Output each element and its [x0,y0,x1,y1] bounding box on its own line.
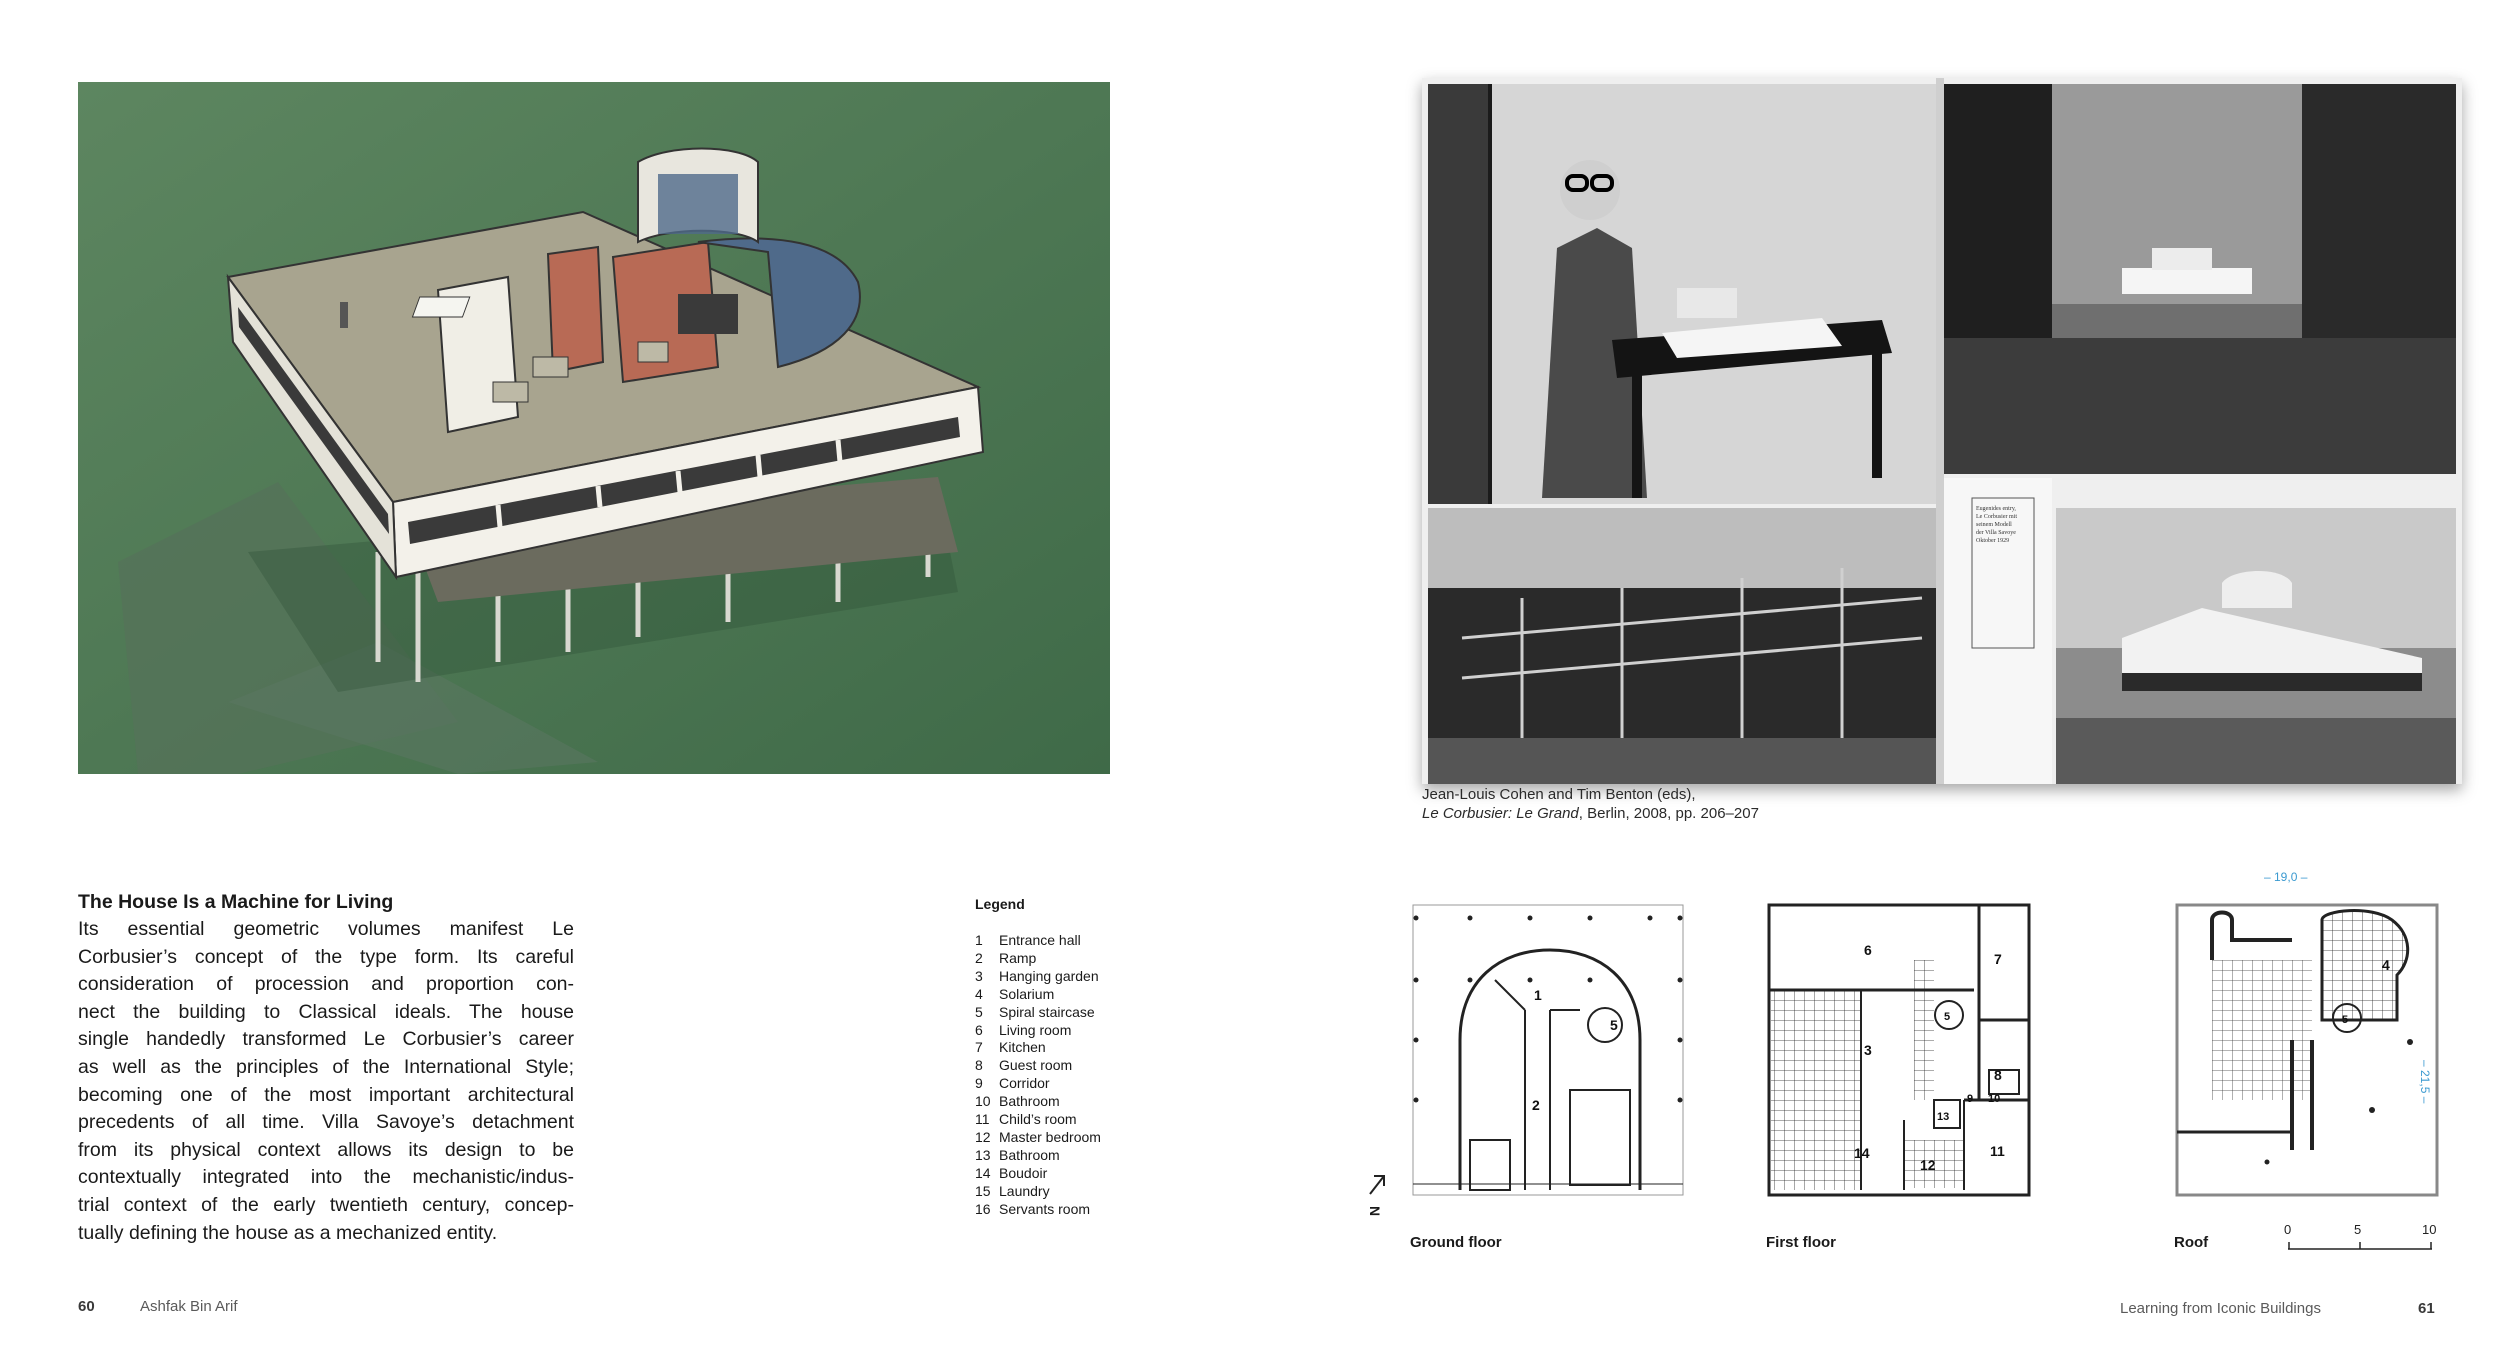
legend-item [975,1165,1101,1183]
book-note-line: Oktober 1929 [1976,538,2010,544]
plan-room-number: 13 [1937,1111,1950,1123]
legend [975,896,1101,1219]
legend-label: Spiral staircase [999,1003,1095,1020]
legend-num: 8 [975,1057,983,1074]
author-name: Ashfak Bin Arif [140,1298,238,1315]
plan-room-number: 3 [1864,1042,1872,1058]
legend-list [975,932,1101,1219]
article-line: contextually integrated into the mechanistic/indus- [78,1166,574,1189]
legend-num: 1 [975,932,983,948]
article-line: single handedly transformed Le Corbusier’s career [78,1028,574,1051]
book-note-line: Le Corbusier mit [1976,514,2017,520]
scale-label: 5 [2354,1222,2362,1237]
book-note-line: seinem Modell [1976,522,2012,528]
first-floor-label: First floor [1766,1234,1836,1251]
caption-line-1: Jean-Louis Cohen and Tim Benton (eds), [1422,786,1696,803]
plan-room-number: 11 [1990,1143,2005,1159]
legend-item [975,1075,1101,1093]
plan-room-number: 9 [1967,1093,1974,1105]
legend-item [975,950,1101,968]
legend-item [975,1039,1101,1057]
scale-label: 10 [2422,1222,2437,1237]
article-body [78,916,574,1247]
legend-label: Kitchen [999,1039,1046,1056]
legend-num: 15 [975,1182,991,1199]
legend-item [975,1183,1101,1201]
book-title: Learning from Iconic Buildings [2120,1300,2321,1317]
legend-num: 5 [975,1003,983,1020]
plan-room-number: 14 [1854,1145,1870,1161]
plan-room-number: 7 [1994,951,2002,967]
legend-label: Child’s room [999,1111,1077,1128]
roof-label: Roof [2174,1234,2209,1251]
caption-line-2 [1422,804,2122,823]
ground-floor-label: Ground floor [1410,1234,1502,1251]
article-line: as well as the principles of the International Style; [78,1055,574,1078]
article-line: becoming one of the most important architectural [78,1083,574,1106]
article-line: Corbusier’s concept of the type form. Its careful [78,945,574,968]
legend-num: 16 [975,1200,991,1217]
legend-num: 14 [975,1164,991,1181]
plan-room-number: 4 [2382,957,2390,973]
north-arrow-icon [1362,1170,1392,1200]
legend-label: Bathroom [999,1093,1060,1110]
scale-bar [2284,1222,2444,1252]
plan-room-number: 5 [1610,1017,1618,1033]
plan-room-number: 5 [1944,1011,1951,1023]
legend-label: Master bedroom [999,1128,1101,1145]
article-line: consideration of procession and proportion con- [78,973,574,996]
article-heading: The House Is a Machine for Living [78,891,394,913]
legend-label: Corridor [999,1075,1050,1092]
legend-item [975,932,1101,950]
legend-item [975,1093,1101,1111]
legend-label: Solarium [999,985,1055,1002]
north-arrow [1362,1170,1392,1220]
first-floor-drawing [1764,900,2034,1200]
legend-item [975,1022,1101,1040]
left-page-number: 60 [78,1298,95,1315]
caption-book-title: Le Corbusier: Le Grand [1422,805,1579,822]
article-line: from its physical context allows its design to be [78,1138,574,1161]
ground-floor-drawing [1410,900,1690,1200]
legend-label: Ramp [999,949,1037,966]
legend-label: Hanging garden [999,967,1099,984]
legend-label: Boudoir [999,1164,1048,1181]
plan-room-number: 2 [1532,1097,1540,1113]
plan-room-number: 8 [1994,1067,2002,1083]
dimension-width: – 19,0 – [2264,870,2308,884]
scale-line [2288,1240,2434,1250]
open-book-spread [1422,78,2462,784]
legend-label: Servants room [999,1200,1091,1217]
roof-drawing [2172,900,2442,1200]
legend-num: 2 [975,949,983,966]
legend-label: Bathroom [999,1146,1060,1163]
legend-num: 13 [975,1146,991,1163]
legend-item [975,986,1101,1004]
book-photo-caption [1422,785,2122,823]
legend-label: Guest room [999,1057,1073,1074]
roof-plan [2172,900,2442,1200]
plan-room-number: 1 [1534,987,1542,1003]
villa-savoye-axonometric-illustration [78,82,1110,774]
book-note-line: der Villa Savoye [1976,530,2016,536]
plan-room-number: 6 [1864,942,1872,958]
legend-item [975,1147,1101,1165]
book-note-line: Eugenides entry, [1976,506,2016,512]
legend-item [975,1129,1101,1147]
north-label: N [1367,1206,1383,1217]
legend-num: 10 [975,1093,991,1110]
first-floor-plan [1764,900,2034,1200]
plan-room-number: 12 [1920,1157,1936,1173]
article-line: precedents of all time. Villa Savoye’s detachment [78,1111,574,1134]
right-page-number: 61 [2418,1300,2435,1317]
legend-title: Legend [975,896,1025,912]
legend-num: 7 [975,1039,983,1056]
legend-label: Entrance hall [999,932,1081,948]
legend-num: 9 [975,1075,983,1092]
open-book-photo [1422,78,2462,784]
legend-num: 11 [975,1111,990,1128]
scale-label: 0 [2284,1222,2292,1237]
legend-num: 6 [975,1021,983,1038]
article-line: tually defining the house as a mechanized entity. [78,1221,498,1244]
legend-item [975,1004,1101,1022]
plan-room-number: 10 [1988,1093,2001,1105]
axonometric-drawing [78,82,1110,774]
article-line: nect the building to Classical ideals. The house [78,1000,574,1023]
legend-num: 12 [975,1128,991,1145]
legend-item [975,1201,1101,1219]
legend-label: Living room [999,1021,1072,1038]
article-line: Its essential geometric volumes manifest Le [78,918,574,940]
legend-item [975,1111,1101,1129]
legend-label: Laundry [999,1182,1050,1199]
caption-publication: , Berlin, 2008, pp. 206–207 [1578,805,1759,822]
plan-room-number: 5 [2342,1014,2349,1026]
article-line: trial context of the early twentieth century, concep- [78,1193,574,1216]
legend-num: 3 [975,967,983,984]
legend-item [975,1057,1101,1075]
legend-num: 4 [975,985,983,1002]
legend-item [975,968,1101,986]
dimension-depth: – 21,5 – [2418,1060,2432,1104]
ground-floor-plan [1410,900,1690,1200]
